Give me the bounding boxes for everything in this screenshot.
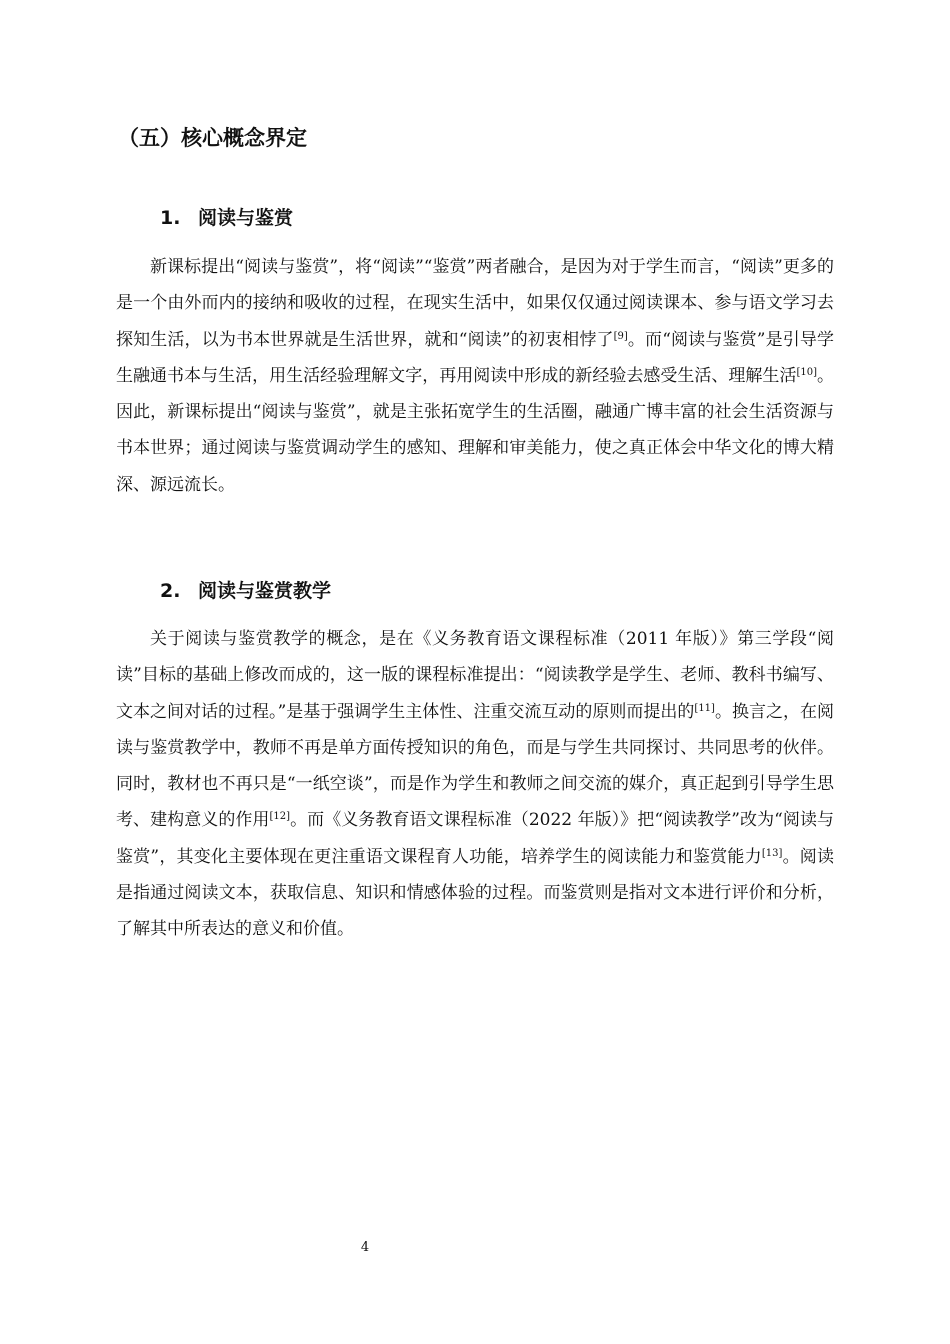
paragraph-2-text: 。阅读是指通过阅读文本，获取信息、知识和情感体验的过程。而鉴赏则是指对文本进行评价和分析，了解其中所表达的意义和价值。 (116, 846, 835, 940)
paragraph-2 (116, 621, 834, 948)
paragraph-2-text: 。而《义务教育语文课程标准（2022 年版）》把“阅读教学”改为“阅读与鉴赏”，其变化主要体现在更注重语文课程育人功能，培养学生的阅读能力和鉴赏能力 (116, 810, 835, 867)
subsection-title-text-2: 阅读与鉴赏教学 (198, 580, 332, 602)
section-title: （五）核心概念界定 (118, 126, 307, 150)
citation-10: [10] (796, 366, 817, 378)
paragraph-1 (116, 249, 834, 503)
citation-13: [13] (761, 847, 783, 859)
page-number: 4 (360, 1240, 370, 1255)
subsection-title-2 (160, 576, 331, 603)
paragraph-1-text: 。而“阅读与鉴赏”是引导学生融通书本与生活，用生活经验理解文字，再用阅读中形成的新经验去感受生活、理解生活 (116, 329, 834, 386)
citation-9: [9] (613, 330, 628, 342)
paragraph-2-text: 。换言之，在阅读与鉴赏教学中，教师不再是单方面传授知识的角色，而是与学生共同探讨、共同思考的伙伴。同时，教材也不再只是“一纸空谈”，而是作为学生和教师之间交流的媒介，真正起到引导学生思考、建构意义的作用 (116, 701, 834, 831)
subsection-number-1: 1. (160, 207, 181, 229)
citation-12: [12] (269, 811, 291, 823)
paragraph-1-text: 。因此，新课标提出“阅读与鉴赏”，就是主张拓宽学生的生活圈，融通广博丰富的社会生活资源与书本世界；通过阅读与鉴赏调动学生的感知、理解和审美能力，使之真正体会中华文化的博大精深、源远流长。 (116, 365, 835, 495)
paragraph-1-text: 新课标提出“阅读与鉴赏”，将“阅读”“鉴赏”两者融合，是因为对于学生而言，“阅读”更多的是一个由外而内的接纳和吸收的过程，在现实生活中，如果仅仅通过阅读课本、参与语文学习去探知生活，以为书本世界就是生活世界，就和“阅读”的初衷相悖了 (116, 257, 834, 350)
subsection-number-2: 2. (160, 580, 181, 602)
subsection-title-text-1: 阅读与鉴赏 (198, 207, 294, 229)
citation-11: [11] (694, 702, 715, 714)
subsection-title-1 (160, 203, 293, 230)
paragraph-2-text: 关于阅读与鉴赏教学的概念，是在《义务教育语文课程标准（2011 年版）》第三学段“阅读”目标的基础上修改而成的，这一版的课程标准提出：“阅读教学是学生、老师、教科书编写、文本之间对话的过程。”是基于强调学生主体性、注重交流互动的原则而提出的 (116, 629, 834, 722)
